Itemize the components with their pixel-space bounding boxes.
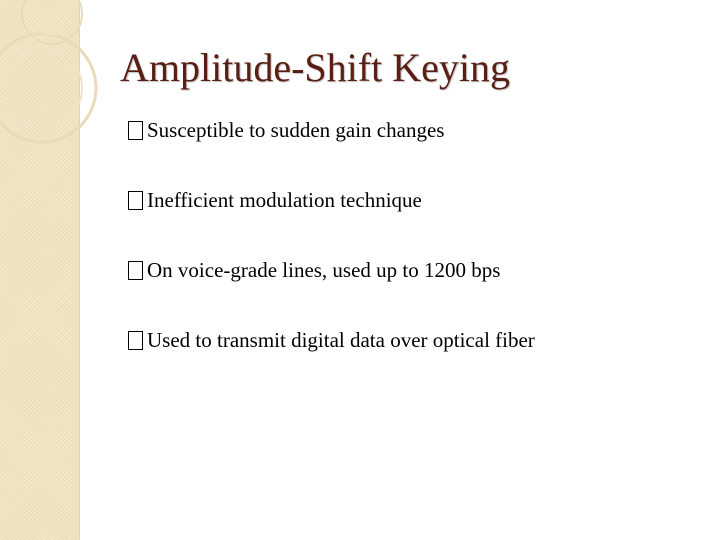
- bullet-item: [128, 188, 535, 258]
- decorative-rings-icon: [0, 0, 140, 200]
- missing-glyph-box-icon: [128, 121, 143, 140]
- bullet-text: On voice-grade lines, used up to 1200 bps: [147, 258, 501, 282]
- bullet-text: Inefficient modulation technique: [147, 188, 422, 212]
- bullet-text: Susceptible to sudden gain changes: [147, 118, 445, 142]
- bullet-item: [128, 328, 535, 398]
- slide-title: Amplitude-Shift Keying: [120, 45, 510, 90]
- missing-glyph-box-icon: [128, 191, 143, 210]
- bullet-item: [128, 118, 535, 188]
- missing-glyph-box-icon: [128, 261, 143, 280]
- bullet-text: Used to transmit digital data over optical fiber: [147, 328, 535, 352]
- bullet-list: [128, 118, 535, 398]
- bullet-item: [128, 258, 535, 328]
- missing-glyph-box-icon: [128, 331, 143, 350]
